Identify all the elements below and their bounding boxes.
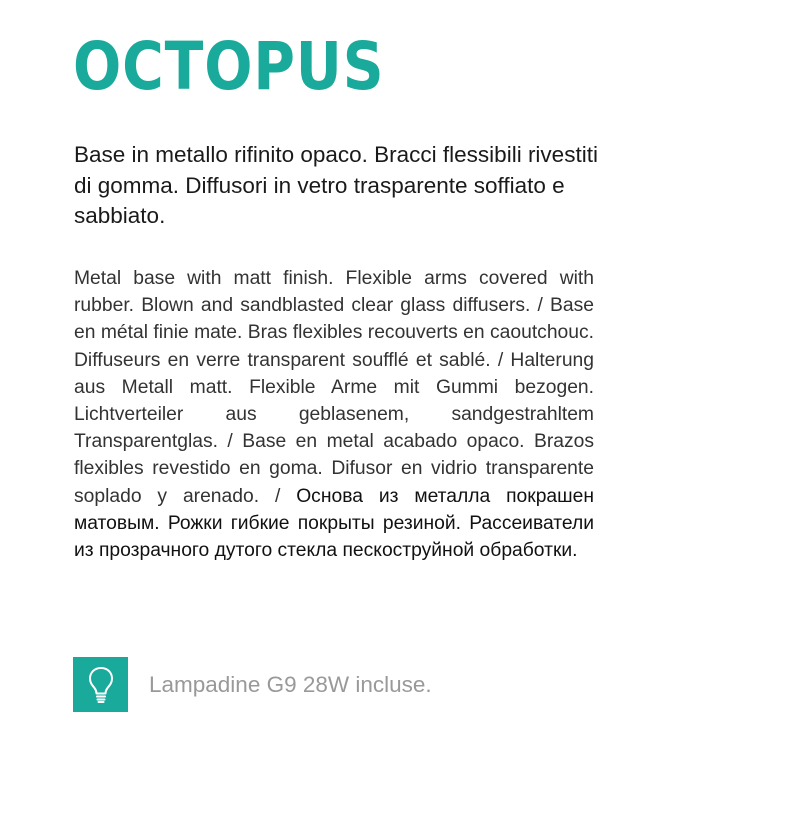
intro-description-italian: Base in metallo rifinito opaco. Bracci flessibili rivestiti di gomma. Diffusori in vetro trasparente soffiato e sabbiato. — [74, 142, 598, 228]
description-russian: Основа из металла покрашен матовым. Рожки гибкие покрыты резиной. Рассеиватели из прозрачного дутого стекла пескоструйной обработки. — [74, 485, 594, 562]
multilingual-description — [74, 265, 594, 564]
bulb-badge — [73, 657, 128, 712]
product-title: OCTOPUS — [73, 28, 385, 105]
bulb-note: Lampadine G9 28W incluse. — [149, 672, 432, 697]
description-latin-languages: Metal base with matt finish. Flexible arms covered with rubber. Blown and sandblasted clear glass diffusers. / Base en métal finie mate. Bras flexibles recouverts en caoutchouc. Diffuseurs en verre transparent soufflé et sablé. / Halterung aus Metall matt. Flexible Arme mit Gummi bezogen. Lichtverteiler aus geblasenem, sandgestrahltem Transparentglas. / Base en metal acabado opaco. Brazos flexibles revestido en goma. Difusor en vidrio transparente soplado y arenado. / — [74, 268, 594, 507]
light-bulb-icon — [86, 665, 116, 705]
